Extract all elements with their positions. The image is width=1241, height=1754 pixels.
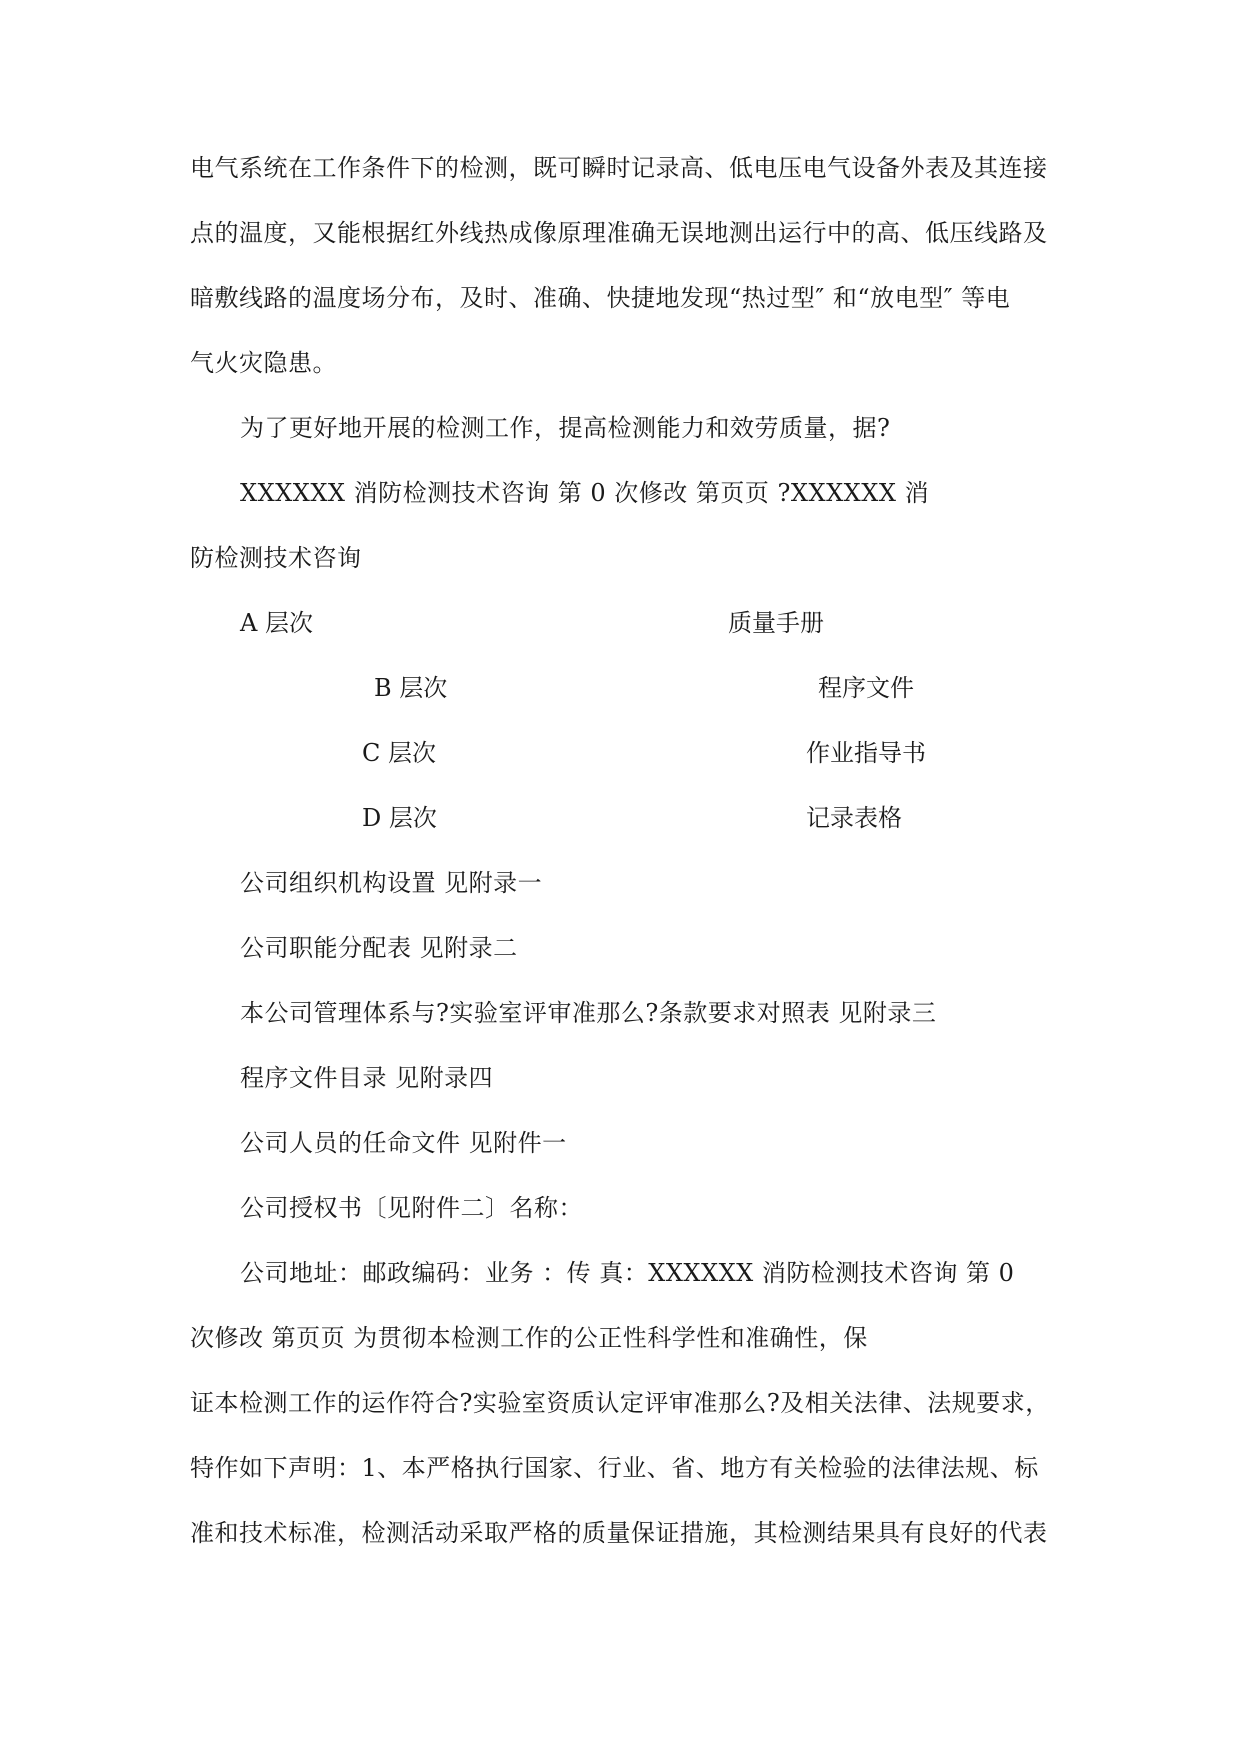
intro-line-4: 气火灾隐患。 bbox=[190, 349, 337, 377]
intro-line-1: 电气系统在工作条件下的检测，既可瞬时记录高、低电压电气设备外表及其连接 bbox=[190, 154, 1048, 182]
closing-line-2: 次修改 第页页 为贯彻本检测工作的公正性科学性和准确性，保 bbox=[190, 1324, 868, 1352]
closing-line-3: 证本检测工作的运作符合?实验室资质认定评审准那么?及相关法律、法规要求， bbox=[190, 1389, 1050, 1417]
purpose-line: 为了更好地开展的检测工作，提高检测能力和效劳质量，据? bbox=[240, 414, 891, 442]
appendix-item-5: 公司人员的任命文件 见附件一 bbox=[240, 1129, 567, 1157]
appendix-item-2: 公司职能分配表 见附录二 bbox=[240, 934, 518, 962]
level-d-label: D 层次 bbox=[362, 804, 437, 832]
level-a-label: A 层次 bbox=[240, 609, 313, 637]
closing-line-4: 特作如下声明：1、本严格执行国家、行业、省、地方有关检验的法律法规、标 bbox=[190, 1454, 1039, 1482]
appendix-item-1: 公司组织机构设置 见附录一 bbox=[240, 869, 543, 897]
header-line-2: 防检测技术咨询 bbox=[190, 544, 362, 572]
intro-line-3: 暗敷线路的温度场分布，及时、准确、快捷地发现“热过型″ 和“放电型″ 等电 bbox=[190, 284, 1011, 312]
level-b-doc: 程序文件 bbox=[818, 674, 914, 702]
header-line-1: XXXXXX 消防检测技术咨询 第 0 次修改 第页页 ?XXXXXX 消 bbox=[240, 479, 930, 507]
closing-line-1: 公司地址：邮政编码：业务 ：传 真：XXXXXX 消防检测技术咨询 第 0 bbox=[240, 1259, 1015, 1287]
intro-line-2: 点的温度，又能根据红外线热成像原理准确无误地测出运行中的高、低压线路及 bbox=[190, 219, 1048, 247]
closing-line-5: 准和技术标准，检测活动采取严格的质量保证措施，其检测结果具有良好的代表 bbox=[190, 1519, 1048, 1547]
appendix-item-4: 程序文件目录 见附录四 bbox=[240, 1064, 494, 1092]
appendix-item-6: 公司授权书〔见附件二〕名称： bbox=[240, 1194, 583, 1222]
level-c-label: C 层次 bbox=[362, 739, 436, 767]
level-c-doc: 作业指导书 bbox=[806, 739, 926, 767]
level-b-label: B 层次 bbox=[374, 674, 448, 702]
level-a-doc: 质量手册 bbox=[728, 609, 824, 637]
level-d-doc: 记录表格 bbox=[806, 804, 902, 832]
appendix-item-3: 本公司管理体系与?实验室评审准那么?条款要求对照表 见附录三 bbox=[240, 999, 937, 1027]
